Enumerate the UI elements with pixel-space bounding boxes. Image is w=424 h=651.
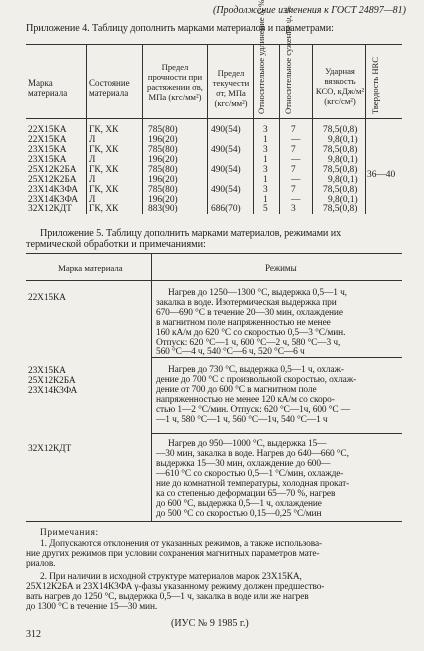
cell-narrowing: — [291, 135, 301, 145]
cell-narrowing: 7 [291, 165, 296, 175]
col-header-strength: Предел прочности при растяжении σв, МПа (кгс/мм²) [147, 62, 203, 102]
cell-state: ГК, ХК [89, 204, 119, 214]
cell-strength: 785(80) [148, 125, 178, 135]
cell-strength: 196(20) [148, 175, 178, 185]
cell-mark: 23Х14К3ФА [28, 195, 79, 205]
cell-state: Л [89, 135, 96, 145]
cell-elongation: 1 [263, 135, 268, 145]
cell-impact: 78,5(0,8) [323, 185, 358, 195]
cell-elongation: 1 [263, 195, 268, 205]
document-page: (Продолжение изменения к ГОСТ 24897—81) Приложение 4. Таблицу дополнить марками материалов и параметрами: Марка материала Состояние материала Предел прочности при растяжении σв, МПа (кгс/мм²) Предел текучести σт, МПа (кгс/мм²) Относительное удлинение δ, % Относительное сужение ψ, % Ударная вязкость КСО, кДж/м² (кгс/см²) Твердость HRC 22Х15КА ГК, ХК 785(80) 490(54) 3 7 78,5(0,8) 22Х15КА Л 196(20) 1 — 9,8(0,1) 23Х15КА ГК, ХК 785(80) 490(54) 3 7 78,5(0,8) 23Х15КА Л 196(20) 1 — 9,8(0,1) 25Х12К2БА ГК, ХК 785(80) 490(54) 3 7 78,5(0,8) 25Х12К2БА Л 196(20) 1 — 9,8(0,1) 36—40 23Х14К3ФА ГК, ХК 785(80) 490(54) 3 7 78,5(0,8) 23Х14К3ФА Л 196(20) 1 — 9,8(0,1) 32Х12КДТ ГК, ХК 883(90) 686(70) 5 3 78,5(0,8) Приложение 5. Таблицу дополнить марками материалов, режимами их термической обработки и примечаниями: Марка материала Режимы 22Х15КА Нагрев до 1250—1300 °С, выдержка 0,5—1 ч, закалка в воде. Изотермическая выдержка при 670—690 °С в течение 20—30 мин, охлаждение в магнитном поле напряженностью не менее 160 кА/м до 620 °С со скоростью 0,5—3 °С/мин. Отпуск: 620 °С—1 ч, 600 °С—2 ч, 580 °С—3 ч, 560 °С—4 ч, 540 °С—6 ч, 520 °С—6 ч 23Х15КА 25Х12К2БА 23Х14К3ФА Нагрев до 730 °С, выдержка 0,5—1 ч, охлаж- дение до 700 °С с произвольной скоростью, охлаж- дение от 700 до 600 °С в магнитном поле напряженностью не менее 120 кА/м со скоро- стью 1—2 °С/мин. Отпуск: 620 °С—1ч, 600 °С — —1 ч, 580 °С—1 ч, 560 °С—1ч, 540 °С—1 ч 32Х12КДТ Нагрев до 950—1000 °С, выдержка 15— —30 мин, закалка в воде. Нагрев до 640—660 °С, выдержка 15—30 мин, охлаждение до 600— —610 °С со скоростью 0,5—1 °С/мин, охлажде- ние до комнатной температуры, холодная прокат- ка со степенью деформации 65—70 %, нагрев до 600 °С, выдержка 0,5—1 ч, охлаждение до 500 °С со скоростью 0,15—0,25 °С/мин Примечания: 1. Допускаются отклонения от указанных режимов, а также использова- ние других режимов при условии сохранения магнитных параметров мате- риалов. 2. При наличии в исходной структуре материалов марок 23Х15КА, 25Х12К2БА и 23Х14К3ФА γ-фазы указанному режиму должен предшество- вать нагрев до 1250 °С, выдержка 0,5—1 ч, закалка в воде или же нагрев до 1300 °С в течение 15—30 мин. (ИУС № 9 1985 г.) 312 [26, 0, 406, 640]
cell-impact: 9,8(0,1) [328, 135, 358, 145]
cell-yield: 490(54) [211, 145, 241, 155]
cell-mark: 25Х12К2БА [28, 165, 77, 175]
col-header-state: Состояние материала [89, 78, 130, 98]
cell-narrowing: — [291, 175, 301, 185]
col-header-impact: Ударная вязкость КСО, кДж/м² (кгс/см²) [315, 66, 365, 106]
cell-mark: 23Х15КА [28, 155, 67, 165]
cell-strength: 883(90) [148, 204, 178, 214]
col-header-narrowing: Относительное сужение ψ, % [283, 6, 293, 114]
cell-strength: 196(20) [148, 155, 178, 165]
cell-mark: 23Х14К3ФА [28, 185, 79, 195]
cell-narrowing: — [291, 195, 301, 205]
cell-mark: 22Х15КА [28, 135, 67, 145]
cell-yield: 686(70) [211, 204, 241, 214]
cell-hardness: 36—40 [367, 170, 396, 180]
row3-mark: 32Х12КДТ [28, 444, 72, 454]
cell-state: Л [89, 195, 96, 205]
cell-state: ГК, ХК [89, 185, 119, 195]
row1-mark: 22Х15КА [28, 293, 66, 303]
cell-impact: 9,8(0,1) [328, 155, 358, 165]
cell-strength: 196(20) [148, 135, 178, 145]
cell-elongation: 3 [263, 165, 268, 175]
col-header-yield: Предел текучести σт, МПа (кгс/мм²) [212, 68, 250, 108]
cell-strength: 196(20) [148, 195, 178, 205]
col-header-hardness: Твердость HRC [370, 56, 380, 114]
appendix-5-title-line2: термической обработки и примечаниями: [26, 239, 206, 250]
cell-impact: 78,5(0,8) [323, 165, 358, 175]
cell-narrowing: 3 [291, 204, 296, 214]
cell-impact: 78,5(0,8) [323, 145, 358, 155]
col-header-mark: Марка материала [58, 263, 123, 273]
cell-yield: 490(54) [211, 165, 241, 175]
col-header-elongation: Относительное удлинение δ, % [256, 0, 266, 114]
notes-title: Примечания: [40, 528, 99, 538]
cell-narrowing: 7 [291, 145, 296, 155]
cell-strength: 785(80) [148, 165, 178, 175]
cell-narrowing: 7 [291, 185, 296, 195]
cell-elongation: 3 [263, 145, 268, 155]
cell-mark: 25Х12К2БА [28, 175, 77, 185]
cell-narrowing: 7 [291, 125, 296, 135]
table-top-rule [26, 44, 402, 45]
cell-impact: 9,8(0,1) [328, 175, 358, 185]
cell-mark: 23Х15КА [28, 145, 67, 155]
cell-elongation: 1 [263, 175, 268, 185]
cell-elongation: 1 [263, 155, 268, 165]
cell-elongation: 3 [263, 125, 268, 135]
col-header-mark: Марка материала [28, 78, 68, 98]
cell-impact: 9,8(0,1) [328, 195, 358, 205]
cell-state: ГК, ХК [89, 125, 119, 135]
cell-elongation: 3 [263, 185, 268, 195]
page-number: 312 [26, 629, 41, 640]
ius-reference: (ИУС № 9 1985 г.) [171, 618, 249, 629]
table-header-rule [26, 118, 402, 119]
appendix-5-title-line1: Приложение 5. Таблицу дополнить марками материалов, режимами их [40, 228, 342, 239]
cell-strength: 785(80) [148, 145, 178, 155]
col-header-modes: Режимы [265, 263, 297, 273]
cell-state: Л [89, 155, 96, 165]
cell-state: Л [89, 175, 96, 185]
continuation-note: (Продолжение изменения к ГОСТ 24897—81) [213, 5, 406, 16]
cell-strength: 785(80) [148, 185, 178, 195]
cell-yield: 490(54) [211, 185, 241, 195]
cell-mark: 32Х12КДТ [28, 204, 72, 214]
appendix-4-title: Приложение 4. Таблицу дополнить марками материалов и параметрами: [26, 23, 334, 34]
cell-impact: 78,5(0,8) [323, 204, 358, 214]
cell-narrowing: — [291, 155, 301, 165]
cell-yield: 490(54) [211, 125, 241, 135]
cell-elongation: 5 [263, 204, 268, 214]
cell-mark: 22Х15КА [28, 125, 67, 135]
cell-state: ГК, ХК [89, 165, 119, 175]
cell-impact: 78,5(0,8) [323, 125, 358, 135]
cell-state: ГК, ХК [89, 145, 119, 155]
